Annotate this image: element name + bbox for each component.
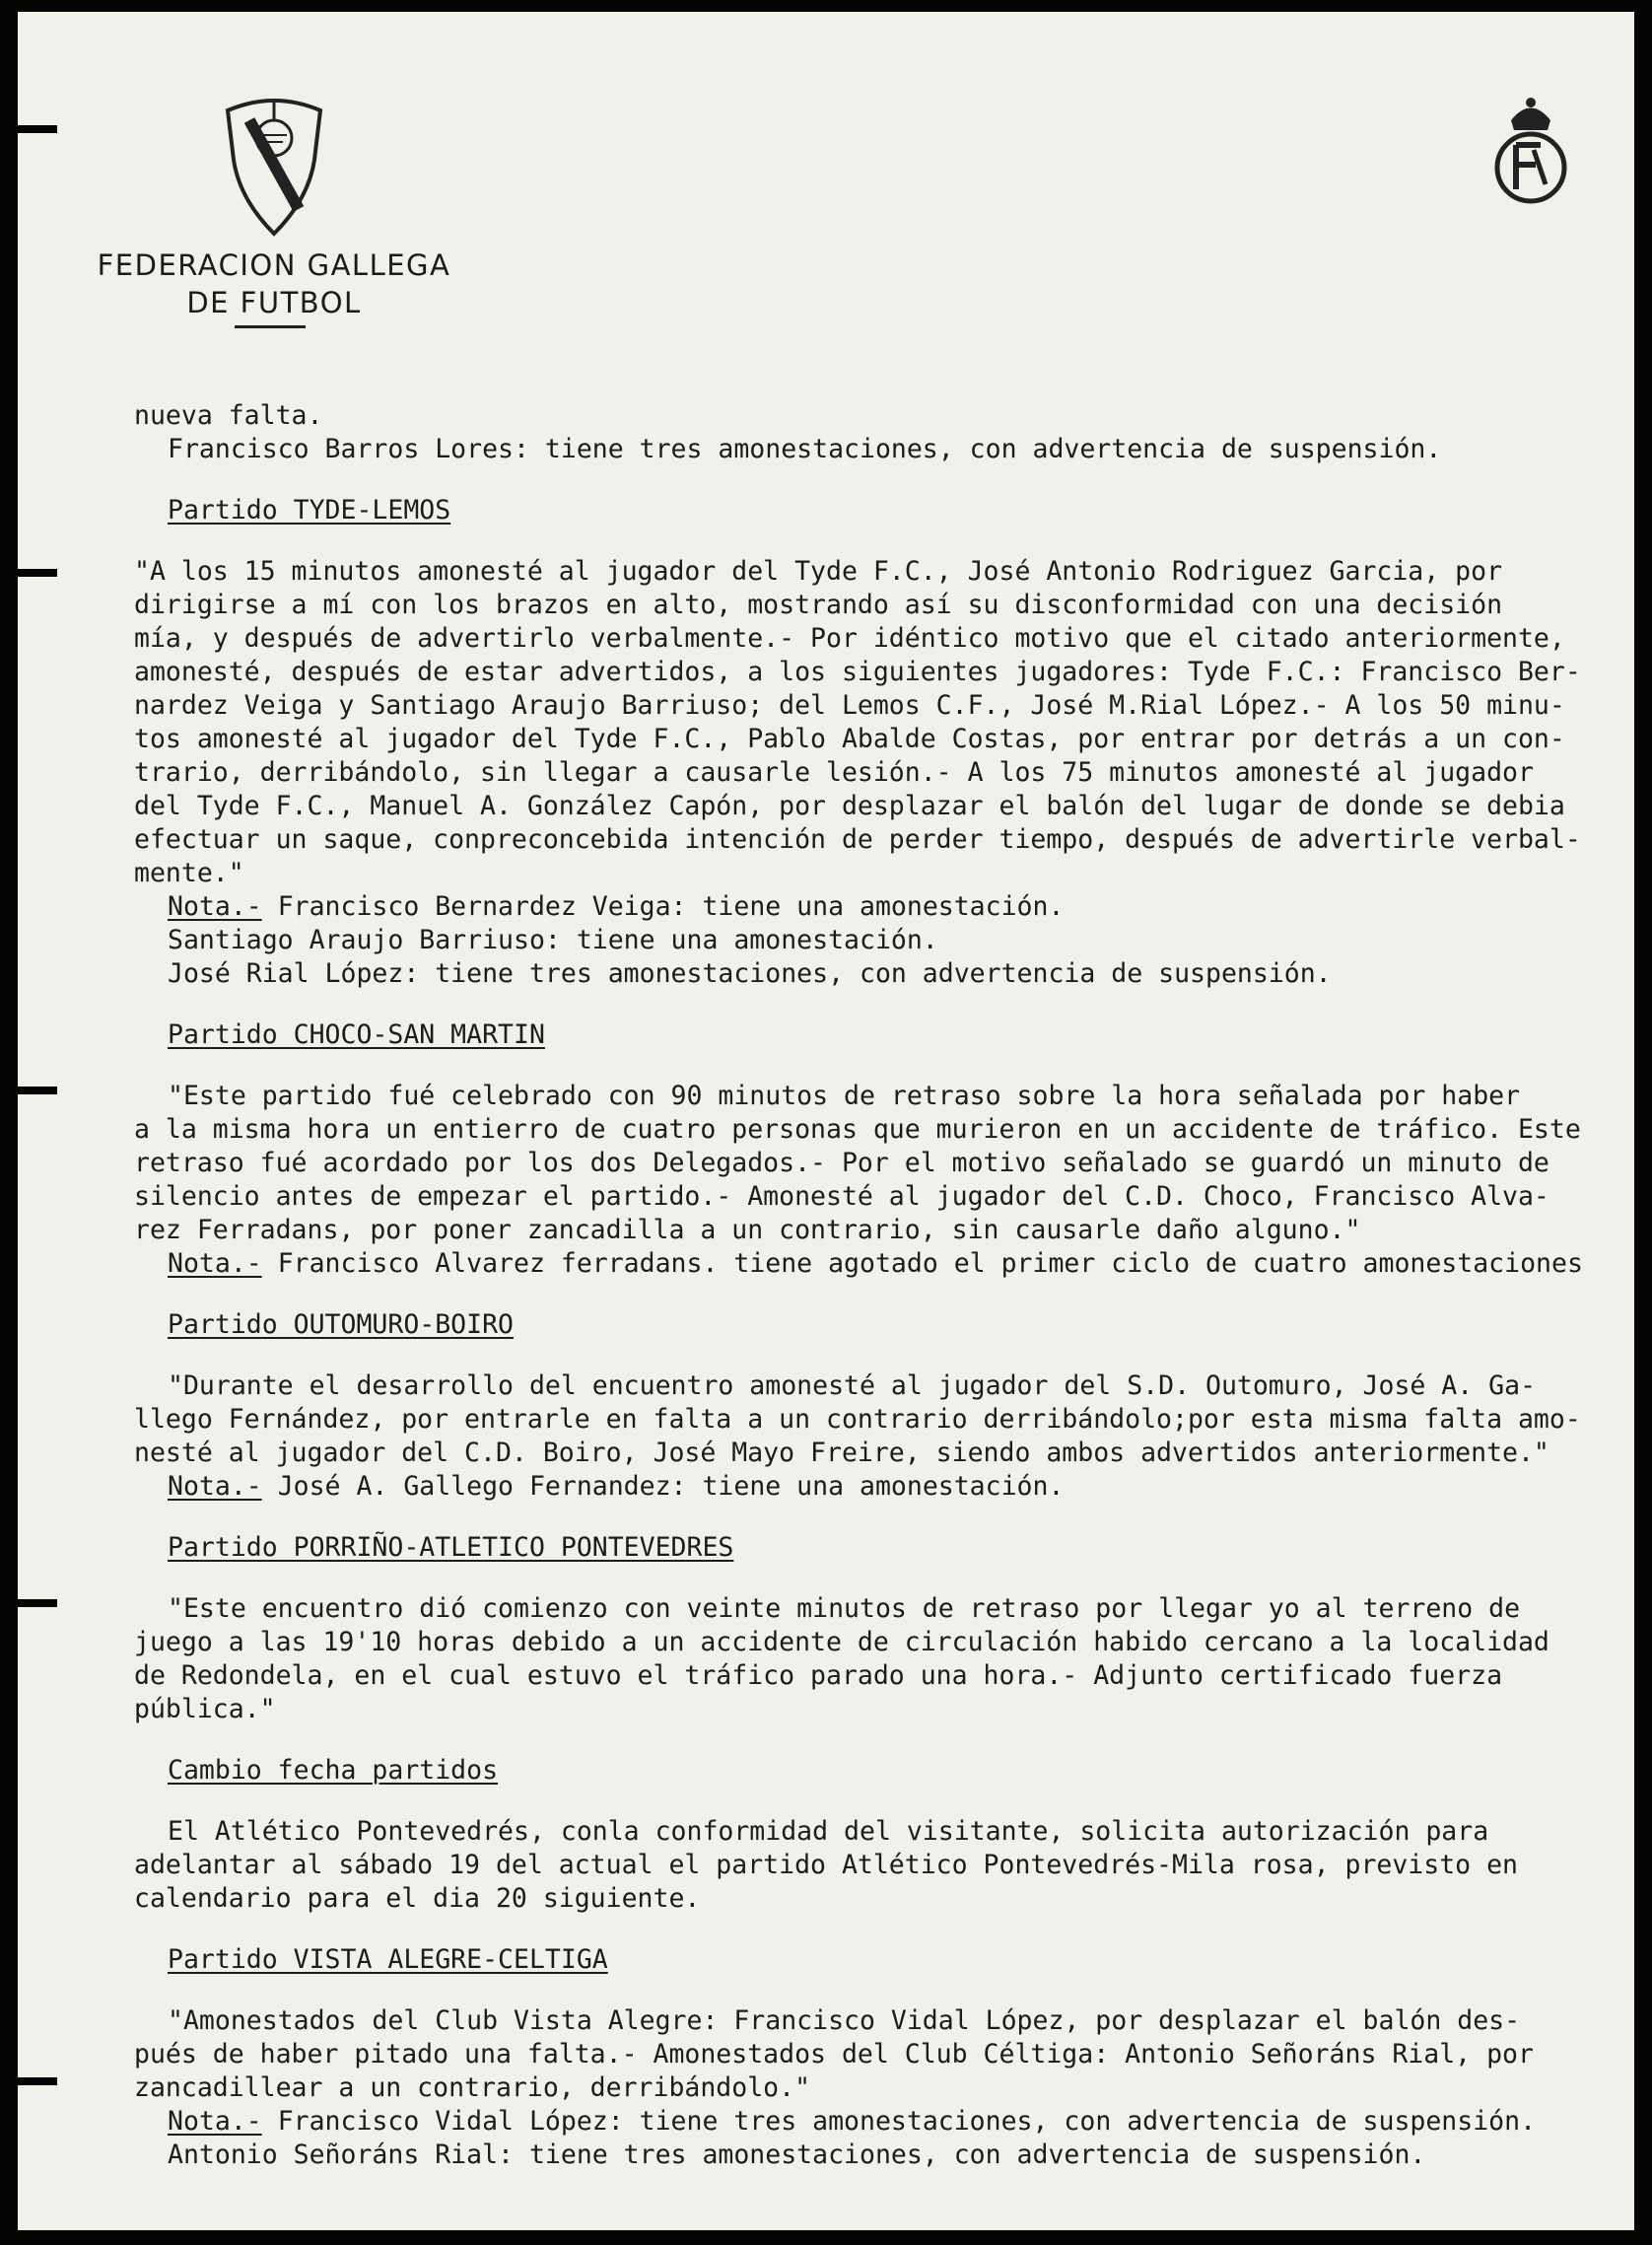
text-line: efectuar un saque, conpreconcebida intención de perder tiempo, después de advertirle verbal-: [134, 824, 1581, 855]
note-line: [134, 1470, 1634, 1504]
note-line: [134, 890, 1634, 924]
binder-mark: [18, 1087, 57, 1094]
note-text: Francisco Alvarez ferradans. tiene agotado el primer ciclo de cuatro amonestaciones: [261, 1248, 1583, 1279]
note-text: José A. Gallego Fernandez: tiene una amonestación.: [261, 1471, 1065, 1502]
section-heading-text: Partido OUTOMURO-BOIRO: [168, 1309, 514, 1340]
text-line: Antonio Señoráns Rial: tiene tres amonestaciones, con advertencia de suspensión.: [168, 2140, 1426, 2170]
text-line: del Tyde F.C., Manuel A. González Capón, por desplazar el balón del lugar de donde se debia: [134, 791, 1565, 821]
note-line: [134, 2105, 1634, 2139]
binder-mark: [18, 2077, 57, 2085]
federation-name: [57, 246, 491, 321]
text-line: El Atlético Pontevedrés, conla conformidad del visitante, solicita autorización para: [168, 1816, 1489, 1847]
note-text: Francisco Bernardez Veiga: tiene una amonestación.: [261, 891, 1065, 922]
text-line: Francisco Barros Lores: tiene tres amonestaciones, con advertencia de suspensión.: [168, 434, 1442, 464]
blank-line: [134, 1916, 1634, 1943]
text-line: nardez Veiga y Santiago Araujo Barriuso; del Lemos C.F., José M.Rial López.- A los 50 minu-: [134, 690, 1565, 721]
section-heading: [134, 1531, 1634, 1565]
text-line: pués de haber pitado una falta.- Amonestados del Club Céltiga: Antonio Señoráns Rial, por: [134, 2039, 1534, 2070]
text-line: nueva falta.: [134, 400, 323, 431]
text-line: de Redondela, en el cual estuvo el tráfico parado una hora.- Adjunto certificado fuerza: [134, 1660, 1503, 1691]
text-line: Santiago Araujo Barriuso: tiene una amonestación.: [168, 925, 938, 955]
section-heading: [134, 1308, 1634, 1342]
blank-line: [134, 1504, 1634, 1531]
letterhead-rule: [235, 325, 306, 328]
crown-emblem-icon: [1486, 91, 1575, 214]
text-line: mente.": [134, 858, 244, 888]
binder-mark: [18, 1599, 57, 1607]
text-line: "Durante el desarrollo del encuentro amonesté al jugador del S.D. Outomuro, José A. Ga-: [168, 1370, 1537, 1401]
blank-line: [134, 1052, 1634, 1080]
section-heading-text: Cambio fecha partidos: [168, 1755, 499, 1786]
text-line: calendario para el dia 20 siguiente.: [134, 1883, 701, 1914]
document-page: [18, 12, 1634, 2230]
section-heading: [134, 494, 1634, 527]
section-heading: [134, 1754, 1634, 1788]
text-line: tos amonesté al jugador del Tyde F.C., Pablo Abalde Costas, por entrar por detrás a un con-: [134, 724, 1565, 754]
blank-line: [134, 1726, 1634, 1754]
federation-name-line1: FEDERACION GALLEGA: [97, 248, 451, 282]
note-label: Nota.-: [168, 2106, 262, 2137]
text-line: "Este partido fué celebrado con 90 minutos de retraso sobre la hora señalada por haber: [168, 1081, 1521, 1111]
blank-line: [134, 1977, 1634, 2004]
document-body: [134, 399, 1634, 2172]
section-heading-text: Partido PORRIÑO-ATLETICO PONTEVEDRES: [168, 1532, 734, 1563]
text-line: retraso fué acordado por los dos Delegados.- Por el motivo señalado se guardó un minuto de: [134, 1148, 1549, 1178]
text-line: José Rial López: tiene tres amonestaciones, con advertencia de suspensión.: [168, 958, 1332, 989]
binder-mark: [18, 125, 57, 133]
text-line: mía, y después de advertirlo verbalmente.- Por idéntico motivo que el citado anteriormente,: [134, 623, 1565, 654]
text-line: rez Ferradans, por poner zancadilla a un contrario, sin causarle daño alguno.": [134, 1215, 1361, 1245]
note-label: Nota.-: [168, 891, 262, 922]
section-heading: [134, 1943, 1634, 1977]
text-line: juego a las 19'10 horas debido a un accidente de circulación habido cercano a la localidad: [134, 1627, 1549, 1657]
section-heading-text: Partido TYDE-LEMOS: [168, 495, 451, 526]
blank-line: [134, 1342, 1634, 1369]
text-line: "Este encuentro dió comienzo con veinte minutos de retraso por llegar yo al terreno de: [168, 1593, 1521, 1624]
text-line: "A los 15 minutos amonesté al jugador del Tyde F.C., José Antonio Rodriguez Garcia, por: [134, 556, 1503, 587]
note-line: [134, 1247, 1634, 1281]
binder-mark: [18, 569, 57, 577]
federation-name-line2: DE FUTBOL: [186, 286, 362, 319]
blank-line: [134, 527, 1634, 555]
blank-line: [134, 466, 1634, 494]
section-heading-text: Partido CHOCO-SAN MARTIN: [168, 1019, 545, 1050]
note-label: Nota.-: [168, 1248, 262, 1279]
text-line: adelantar al sábado 19 del actual el partido Atlético Pontevedrés-Mila rosa, previsto en: [134, 1850, 1518, 1880]
text-line: dirigirse a mí con los brazos en alto, mostrando así su disconformidad con una decisión: [134, 590, 1503, 620]
section-heading: [134, 1018, 1634, 1052]
note-text: Francisco Vidal López: tiene tres amonestaciones, con advertencia de suspensión.: [261, 2106, 1537, 2137]
blank-line: [134, 1788, 1634, 1815]
text-line: trario, derribándolo, sin llegar a causarle lesión.- A los 75 minutos amonesté al jugador: [134, 757, 1534, 788]
text-line: nesté al jugador del C.D. Boiro, José Mayo Freire, siendo ambos advertidos anteriormente.": [134, 1438, 1549, 1468]
text-line: "Amonestados del Club Vista Alegre: Francisco Vidal López, por desplazar el balón des-: [168, 2005, 1521, 2036]
text-line: silencio antes de empezar el partido.- Amonesté al jugador del C.D. Choco, Francisco Alva-: [134, 1181, 1549, 1212]
blank-line: [134, 1565, 1634, 1592]
text-line: pública.": [134, 1694, 276, 1724]
text-line: a la misma hora un entierro de cuatro personas que murieron en un accidente de tráfico. Este: [134, 1114, 1581, 1145]
blank-line: [134, 1281, 1634, 1308]
section-heading-text: Partido VISTA ALEGRE-CELTIGA: [168, 1944, 608, 1975]
text-line: llego Fernández, por entrarle en falta a un contrario derribándolo;por esta misma falta amo-: [134, 1404, 1581, 1435]
note-label: Nota.-: [168, 1471, 262, 1502]
text-line: amonesté, después de estar advertidos, a los siguientes jugadores: Tyde F.C.: Francisco Ber-: [134, 657, 1581, 687]
blank-line: [134, 991, 1634, 1018]
federation-shield-icon: [220, 91, 328, 244]
text-line: zancadillear a un contrario, derribándolo.": [134, 2072, 811, 2103]
